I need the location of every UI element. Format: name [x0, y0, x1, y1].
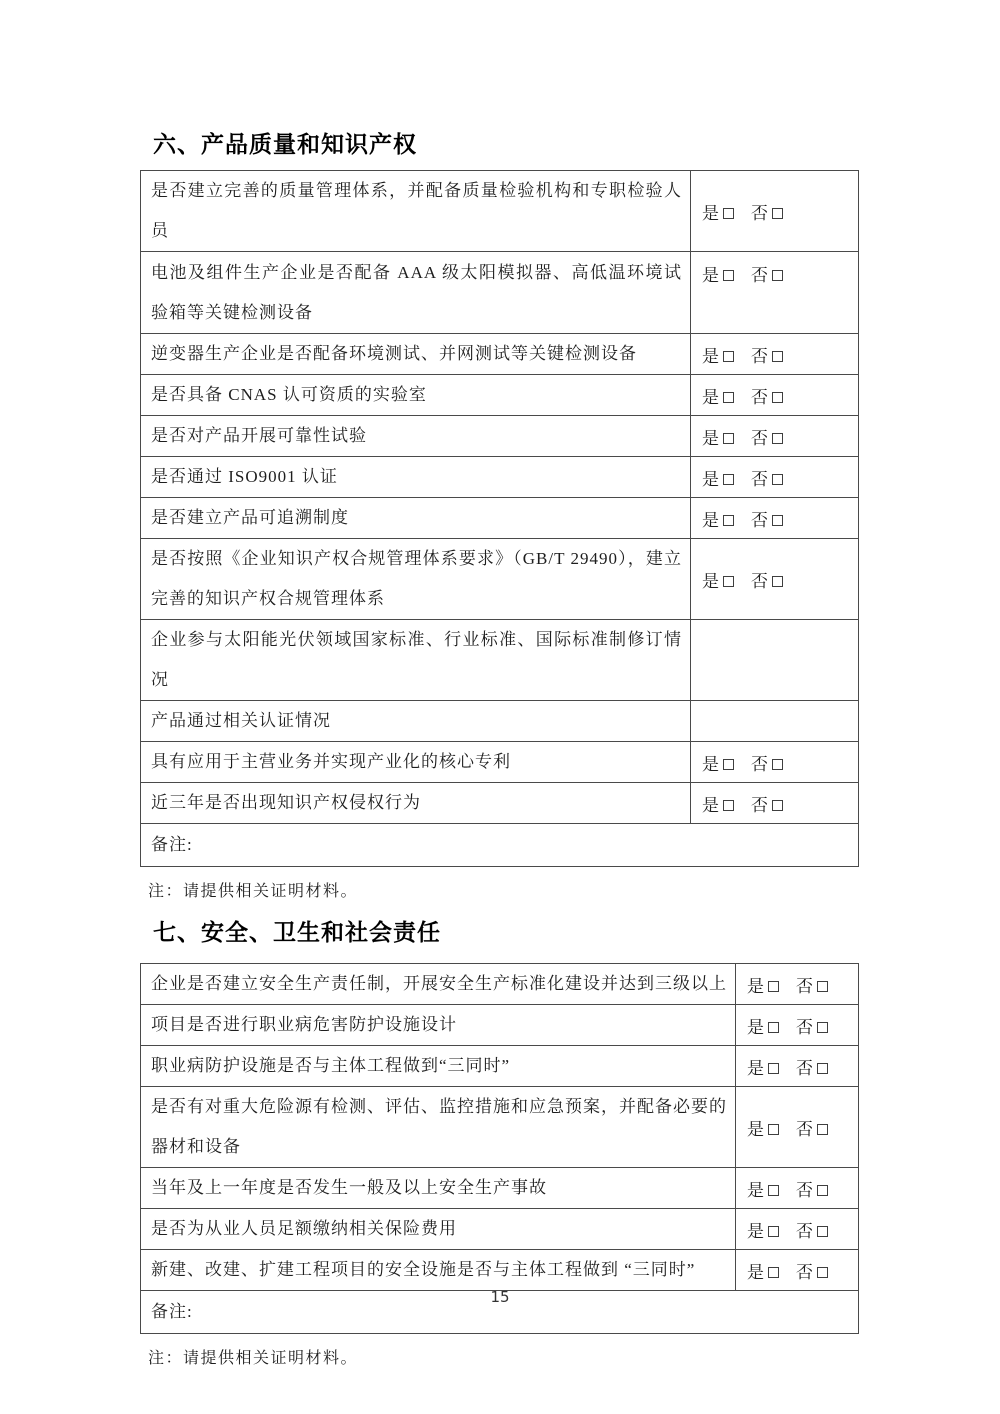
document-page	[140, 0, 859, 1370]
no-checkbox[interactable]	[772, 392, 783, 403]
table-row	[141, 1087, 859, 1168]
yes-label: 是	[702, 754, 720, 774]
no-label: 否	[751, 469, 769, 489]
no-label: 否	[796, 1221, 814, 1241]
answer-cell	[691, 334, 859, 375]
question-cell: 是否具备 CNAS 认可资质的实验室	[141, 375, 691, 416]
table-row	[141, 1209, 859, 1250]
question-cell: 是否对产品开展可靠性试验	[141, 416, 691, 457]
no-label: 否	[751, 346, 769, 366]
no-label: 否	[751, 510, 769, 530]
question-cell: 是否按照《企业知识产权合规管理体系要求》（GB/T 29490），建立完善的知识产权合规管理体系	[141, 539, 691, 620]
yes-label: 是	[747, 1262, 765, 1282]
question-cell: 逆变器生产企业是否配备环境测试、并网测试等关键检测设备	[141, 334, 691, 375]
question-cell: 是否通过 ISO9001 认证	[141, 457, 691, 498]
no-label: 否	[796, 1119, 814, 1139]
no-label: 否	[796, 1262, 814, 1282]
yes-checkbox[interactable]	[723, 392, 734, 403]
section-6-note: 注：请提供相关证明材料。	[148, 883, 359, 900]
yes-label: 是	[702, 795, 720, 815]
table-row	[141, 375, 859, 416]
table-row	[141, 539, 859, 620]
question-cell: 是否为从业人员足额缴纳相关保险费用	[141, 1209, 736, 1250]
answer-cell	[736, 1046, 859, 1087]
yes-checkbox[interactable]	[723, 351, 734, 362]
table-row	[141, 457, 859, 498]
no-checkbox[interactable]	[772, 208, 783, 219]
table-row	[141, 171, 859, 252]
yes-label: 是	[747, 976, 765, 996]
no-label: 否	[751, 754, 769, 774]
table-row	[141, 416, 859, 457]
table-row	[141, 498, 859, 539]
table-row	[141, 1046, 859, 1087]
remark-cell[interactable]: 备注:	[141, 1291, 859, 1334]
question-cell: 项目是否进行职业病危害防护设施设计	[141, 1005, 736, 1046]
no-label: 否	[796, 1017, 814, 1037]
yes-checkbox[interactable]	[768, 981, 779, 992]
no-label: 否	[751, 428, 769, 448]
answer-cell	[691, 498, 859, 539]
yes-label: 是	[702, 346, 720, 366]
answer-cell	[736, 964, 859, 1005]
table-row	[141, 783, 859, 824]
yes-label: 是	[747, 1058, 765, 1078]
yes-label: 是	[747, 1180, 765, 1200]
question-cell: 是否有对重大危险源有检测、评估、监控措施和应急预案，并配备必要的器材和设备	[141, 1087, 736, 1168]
yes-checkbox[interactable]	[768, 1226, 779, 1237]
answer-cell	[691, 742, 859, 783]
table-row	[141, 1168, 859, 1209]
table-row	[141, 620, 859, 701]
no-checkbox[interactable]	[817, 1185, 828, 1196]
no-label: 否	[796, 1180, 814, 1200]
yes-checkbox[interactable]	[768, 1267, 779, 1278]
yes-checkbox[interactable]	[723, 515, 734, 526]
yes-checkbox[interactable]	[768, 1124, 779, 1135]
section-6-table	[140, 170, 859, 867]
yes-checkbox[interactable]	[723, 433, 734, 444]
yes-label: 是	[702, 428, 720, 448]
question-cell: 职业病防护设施是否与主体工程做到“三同时”	[141, 1046, 736, 1087]
answer-cell	[691, 539, 859, 620]
table-row	[141, 964, 859, 1005]
yes-label: 是	[747, 1017, 765, 1037]
table-row	[141, 742, 859, 783]
no-checkbox[interactable]	[817, 1022, 828, 1033]
yes-checkbox[interactable]	[768, 1185, 779, 1196]
yes-checkbox[interactable]	[723, 800, 734, 811]
question-cell: 是否建立完善的质量管理体系，并配备质量检验机构和专职检验人员	[141, 171, 691, 252]
question-cell: 电池及组件生产企业是否配备 AAA 级太阳模拟器、高低温环境试验箱等关键检测设备	[141, 252, 691, 334]
no-label: 否	[751, 203, 769, 223]
no-checkbox[interactable]	[772, 433, 783, 444]
no-checkbox[interactable]	[772, 515, 783, 526]
yes-checkbox[interactable]	[723, 576, 734, 587]
yes-checkbox[interactable]	[768, 1063, 779, 1074]
yes-label: 是	[702, 510, 720, 530]
no-checkbox[interactable]	[772, 576, 783, 587]
answer-cell-empty	[691, 620, 859, 701]
answer-cell	[691, 457, 859, 498]
answer-cell	[736, 1250, 859, 1291]
question-cell: 新建、改建、扩建工程项目的安全设施是否与主体工程做到 “三同时”	[141, 1250, 736, 1291]
yes-label: 是	[747, 1119, 765, 1139]
remark-cell[interactable]: 备注:	[141, 824, 859, 867]
no-label: 否	[751, 795, 769, 815]
yes-label: 是	[702, 571, 720, 591]
answer-cell	[736, 1209, 859, 1250]
question-cell: 近三年是否出现知识产权侵权行为	[141, 783, 691, 824]
answer-cell	[691, 252, 859, 334]
no-checkbox[interactable]	[772, 270, 783, 281]
table-row	[141, 824, 859, 867]
no-label: 否	[751, 387, 769, 407]
question-cell: 产品通过相关认证情况	[141, 701, 691, 742]
no-checkbox[interactable]	[817, 1124, 828, 1135]
no-checkbox[interactable]	[817, 1226, 828, 1237]
answer-cell	[736, 1087, 859, 1168]
answer-cell	[691, 375, 859, 416]
section-6-title: 六、产品质量和知识产权	[153, 131, 417, 157]
yes-checkbox[interactable]	[723, 270, 734, 281]
answer-cell	[691, 783, 859, 824]
yes-label: 是	[702, 469, 720, 489]
section-7-table	[140, 963, 859, 1334]
answer-cell	[691, 171, 859, 252]
yes-label: 是	[747, 1221, 765, 1241]
no-checkbox[interactable]	[817, 1267, 828, 1278]
question-cell: 企业是否建立安全生产责任制，开展安全生产标准化建设并达到三级以上	[141, 964, 736, 1005]
yes-label: 是	[702, 203, 720, 223]
table-row	[141, 1250, 859, 1291]
no-checkbox[interactable]	[772, 351, 783, 362]
no-label: 否	[796, 976, 814, 996]
no-label: 否	[796, 1058, 814, 1078]
question-cell: 是否建立产品可追溯制度	[141, 498, 691, 539]
answer-cell	[736, 1005, 859, 1046]
section-7-title: 七、安全、卫生和社会责任	[153, 919, 441, 945]
yes-label: 是	[702, 266, 720, 285]
yes-checkbox[interactable]	[768, 1022, 779, 1033]
no-label: 否	[751, 266, 769, 285]
section-7-note: 注：请提供相关证明材料。	[148, 1350, 359, 1367]
yes-checkbox[interactable]	[723, 474, 734, 485]
yes-checkbox[interactable]	[723, 208, 734, 219]
answer-cell	[691, 416, 859, 457]
question-cell: 企业参与太阳能光伏领域国家标准、行业标准、国际标准制修订情况	[141, 620, 691, 701]
page-number: 15	[490, 1288, 510, 1306]
table-row	[141, 1005, 859, 1046]
question-cell: 当年及上一年度是否发生一般及以上安全生产事故	[141, 1168, 736, 1209]
table-row	[141, 334, 859, 375]
yes-checkbox[interactable]	[723, 759, 734, 770]
no-checkbox[interactable]	[817, 981, 828, 992]
no-label: 否	[751, 571, 769, 591]
answer-cell-empty	[691, 701, 859, 742]
table-row	[141, 701, 859, 742]
question-cell: 具有应用于主营业务并实现产业化的核心专利	[141, 742, 691, 783]
no-checkbox[interactable]	[772, 474, 783, 485]
no-checkbox[interactable]	[772, 800, 783, 811]
no-checkbox[interactable]	[817, 1063, 828, 1074]
table-row	[141, 252, 859, 334]
no-checkbox[interactable]	[772, 759, 783, 770]
yes-label: 是	[702, 387, 720, 407]
answer-cell	[736, 1168, 859, 1209]
